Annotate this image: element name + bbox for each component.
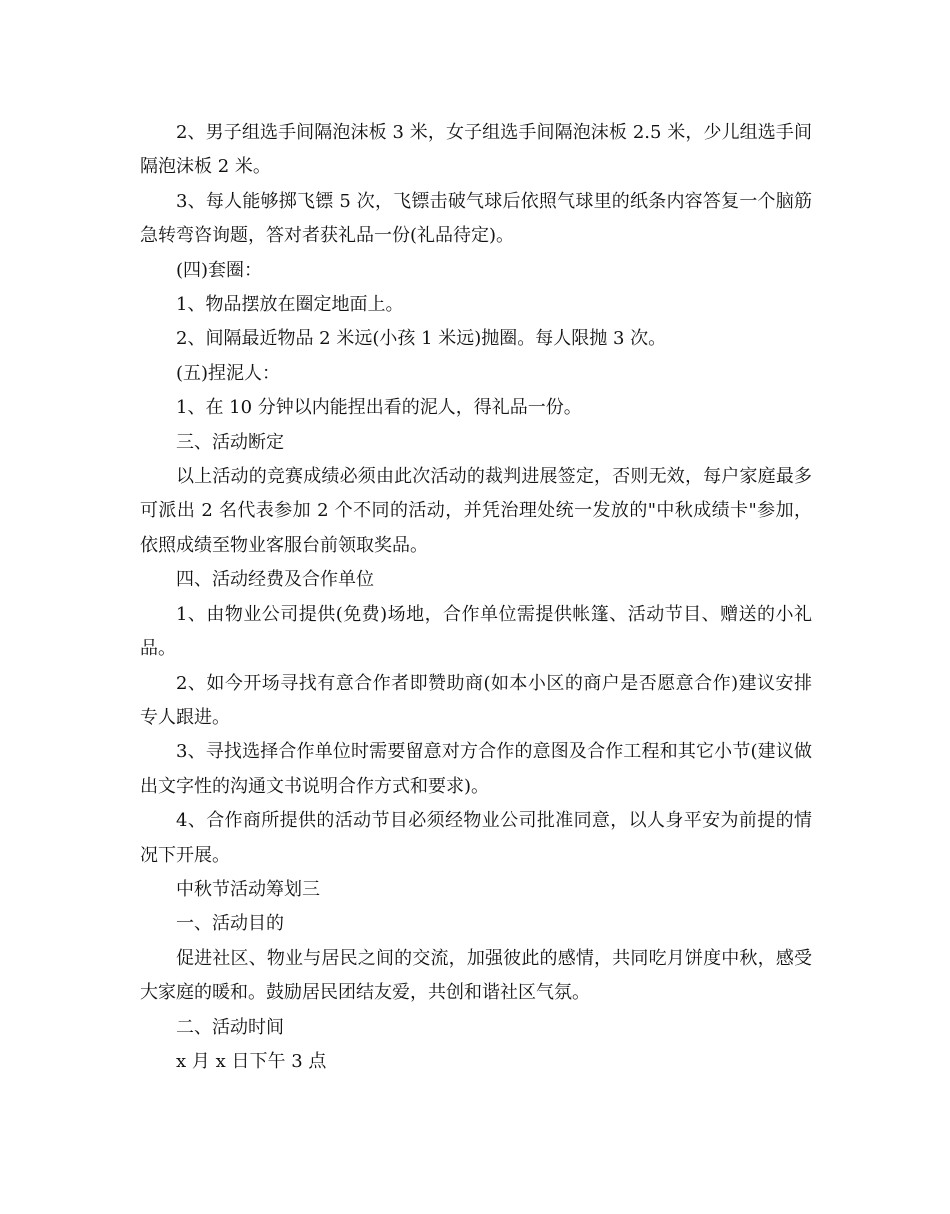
heading-clay-figure: (五)捏泥人： (176, 362, 281, 384)
heading-plan-three: 中秋节活动筹划三 (176, 878, 320, 900)
paragraph-funding-3: 3、寻找选择合作单位时需要留意对方合作的意图及合作工程和其它小节(建议做出文字性的沟通文书说明合作方式和要求)。 (140, 741, 812, 797)
heading-activity-judging: 三、活动断定 (176, 431, 284, 453)
document-body (140, 116, 812, 1079)
heading-ring-toss: (四)套圈： (176, 259, 263, 281)
heading-activity-time: 二、活动时间 (176, 1016, 284, 1038)
heading-activity-purpose: 一、活动目的 (176, 913, 284, 935)
paragraph-judging-rules: 以上活动的竞赛成绩必须由此次活动的裁判进展签定，否则无效，每户家庭最多可派出 2 名代表参加 2 个不同的活动，并凭治理处统一发放的"中秋成绩卡"参加，依照成绩至物业客服台前领取奖品。 (140, 466, 812, 556)
paragraph-ring-toss-2: 2、间隔最近物品 2 米远(小孩 1 米远)抛圈。每人限抛 3 次。 (176, 328, 667, 350)
paragraph-funding-2: 2、如今开场寻找有意合作者即赞助商(如本小区的商户是否愿意合作)建议安排专人跟进。 (140, 672, 812, 728)
paragraph-funding-1: 1、由物业公司提供(免费)场地，合作单位需提供帐篷、活动节目、赠送的小礼品。 (140, 603, 812, 660)
paragraph-darts-rule: 3、每人能够掷飞镖 5 次，飞镖击破气球后依照气球里的纸条内容答复一个脑筋急转弯咨询题，答对者获礼品一份(礼品待定)。 (140, 190, 812, 247)
paragraph-clay-figure-1: 1、在 10 分钟以内能捏出看的泥人，得礼品一份。 (176, 397, 582, 419)
paragraph-men-women-kids-spacing: 2、男子组选手间隔泡沫板 3 米，女子组选手间隔泡沫板 2.5 米，少儿组选手间隔泡沫板 2 米。 (140, 122, 812, 178)
heading-funding-partners: 四、活动经费及合作单位 (176, 569, 374, 591)
paragraph-funding-4: 4、合作商所提供的活动节目必须经物业公司批准同意，以人身平安为前提的情况下开展。 (140, 810, 812, 866)
paragraph-ring-toss-1: 1、物品摆放在圈定地面上。 (176, 294, 404, 316)
paragraph-activity-purpose: 促进社区、物业与居民之间的交流，加强彼此的感情，共同吃月饼度中秋，感受大家庭的暖和。鼓励居民团结友爱，共创和谐社区气氛。 (140, 947, 812, 1004)
paragraph-activity-time: x 月 x 日下午 3 点 (176, 1050, 327, 1072)
